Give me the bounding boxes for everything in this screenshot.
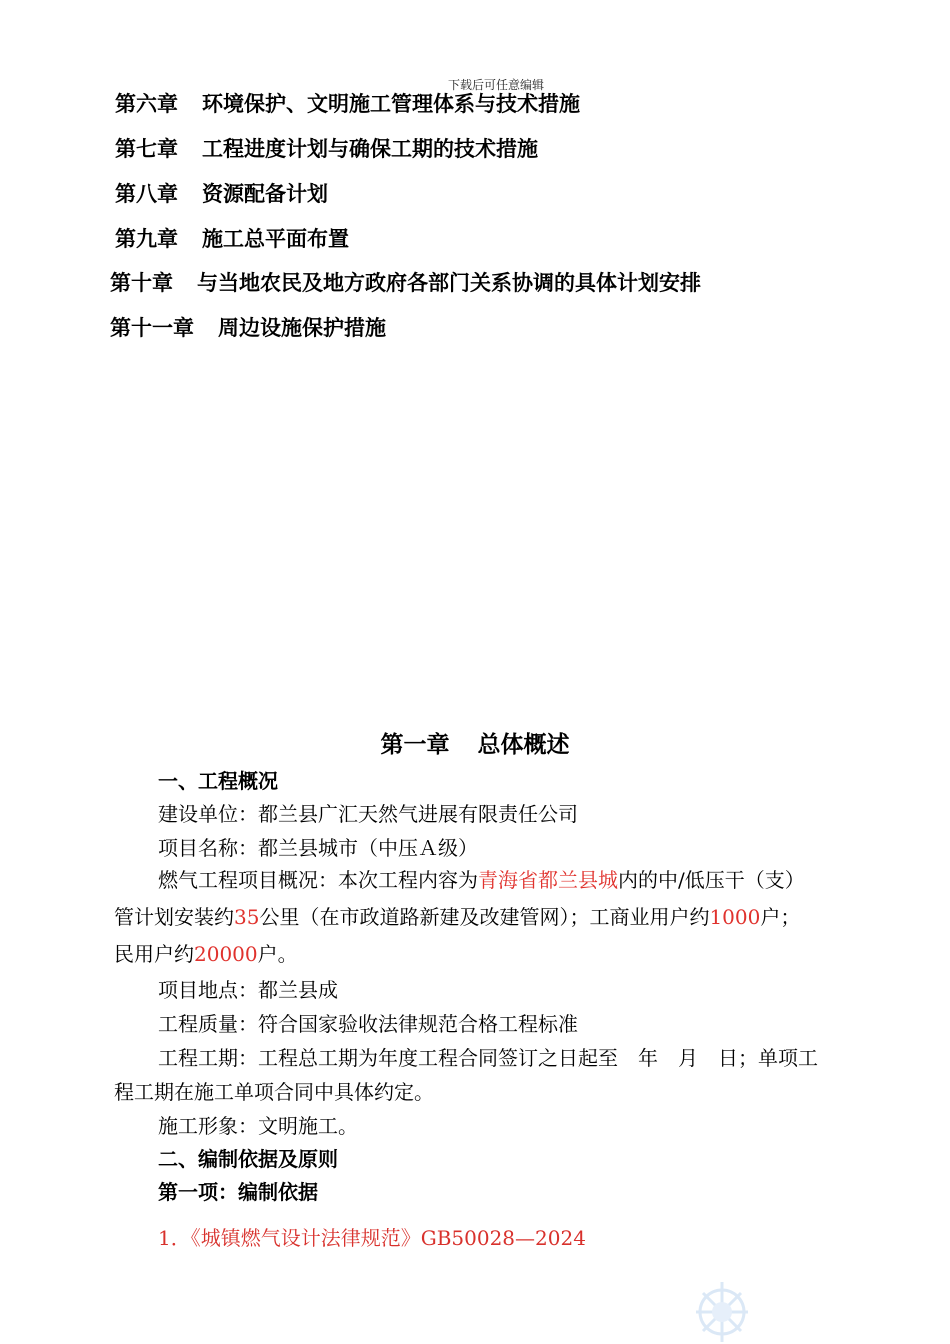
- pipe-length-highlight: 35: [234, 905, 260, 929]
- header-note: 下载后可任意编辑: [448, 78, 545, 92]
- commercial-users-highlight: 1000: [709, 905, 761, 929]
- overview-line-2: [114, 901, 800, 930]
- toc-chapter-title: 环境保护、文明施工管理体系与技术措施: [202, 92, 580, 116]
- overview-text: 内的中/低压干（支）: [618, 868, 805, 892]
- toc-line-8: [115, 178, 328, 208]
- toc-chapter-number: 第十章: [110, 271, 173, 295]
- toc-chapter-number: 第八章: [115, 182, 178, 206]
- toc-line-7: [115, 133, 538, 163]
- overview-text: 民用户约: [114, 942, 194, 966]
- overview-location-highlight: 青海省都兰县城: [478, 868, 618, 892]
- construction-image: 施工形象：文明施工。: [158, 1114, 358, 1138]
- overview-line-1: [158, 864, 805, 893]
- overview-text: 公里（在市政道路新建及改建管网）；工商业用户约: [259, 905, 710, 929]
- toc-chapter-number: 第七章: [115, 137, 178, 161]
- toc-line-10: [110, 267, 701, 297]
- toc-line-6: [115, 88, 580, 118]
- overview-text: 户。: [257, 942, 298, 966]
- construction-unit: 建设单位：都兰县广汇天然气进展有限责任公司: [158, 802, 578, 826]
- project-period-line-1: 工程工期：工程总工期为年度工程合同签订之日起至 年 月 日；单项工: [158, 1046, 818, 1070]
- overview-text: 户；: [760, 905, 801, 929]
- toc-chapter-title: 资源配备计划: [202, 182, 328, 206]
- residential-users-highlight: 20000: [194, 942, 258, 966]
- chapter-number: 第一章: [380, 732, 450, 758]
- project-name: 项目名称：都兰县城市（中压Ａ级）: [158, 836, 478, 860]
- toc-chapter-title: 施工总平面布置: [202, 227, 349, 251]
- chapter-name: 总体概述: [477, 732, 570, 758]
- chapter-title: [0, 726, 950, 759]
- project-location: 项目地点：都兰县成: [158, 978, 338, 1002]
- watermark-snowflake-icon: [686, 1272, 758, 1344]
- toc-chapter-number: 第六章: [115, 92, 178, 116]
- overview-line-3: [114, 938, 298, 967]
- item1-heading: 第一项：编制依据: [158, 1180, 318, 1204]
- section2-heading: 二、编制依据及原则: [158, 1147, 338, 1171]
- toc-line-11: [110, 312, 386, 342]
- toc-chapter-title: 与当地农民及地方政府各部门关系协调的具体计划安排: [197, 271, 701, 295]
- toc-chapter-title: 工程进度计划与确保工期的技术措施: [202, 137, 538, 161]
- overview-text: 燃气工程项目概况：本次工程内容为: [158, 868, 478, 892]
- toc-chapter-number: 第九章: [115, 227, 178, 251]
- basis-list-item-1: 1．《城镇燃气设计法律规范》GB50028—2024: [158, 1226, 586, 1250]
- toc-chapter-title: 周边设施保护措施: [218, 316, 386, 340]
- overview-text: 管计划安装约: [114, 905, 234, 929]
- project-quality: 工程质量：符合国家验收法律规范合格工程标准: [158, 1012, 578, 1036]
- toc-line-9: [115, 223, 349, 253]
- project-period-line-2: 程工期在施工单项合同中具体约定。: [114, 1080, 434, 1104]
- section1-heading: 一、工程概况: [158, 769, 278, 793]
- toc-chapter-number: 第十一章: [110, 316, 194, 340]
